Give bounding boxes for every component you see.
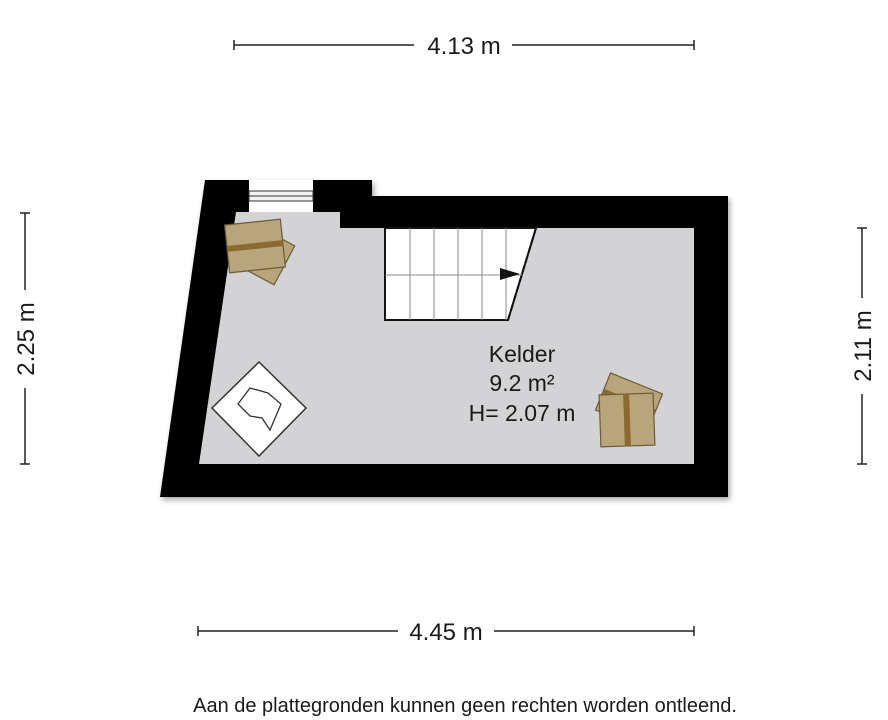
dimension-top xyxy=(234,33,694,60)
window xyxy=(249,180,313,212)
dimension-right xyxy=(850,228,877,464)
dimension-bottom-label: 4.45 m xyxy=(409,619,483,646)
room-height: H= 2.07 m xyxy=(468,400,576,426)
dimension-right-label: 2.11 m xyxy=(850,310,877,382)
dimension-top-label: 4.13 m xyxy=(427,33,501,60)
room-area: 9.2 m² xyxy=(489,370,555,396)
disclaimer-text: Aan de plattegronden kunnen geen rechten worden ontleend. xyxy=(193,695,737,717)
room-name: Kelder xyxy=(488,341,556,367)
dimension-bottom xyxy=(198,619,694,646)
dimension-left-label: 2.25 m xyxy=(13,302,40,376)
dimension-left xyxy=(13,213,40,464)
